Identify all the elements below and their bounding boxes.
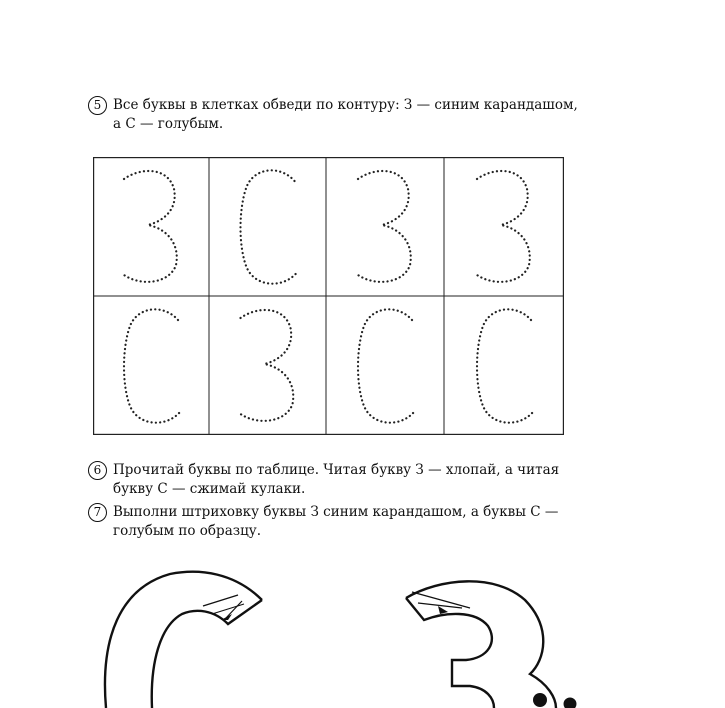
task-5-line-1: Все буквы в клетках обведи по контуру: З — синим карандашом, [113,97,578,113]
dotted-letter-s [326,296,444,435]
task-6-line-2: букву С — сжимай кулаки. [113,481,306,497]
outline-letter-s [105,572,262,708]
tracing-grid [93,157,564,435]
task-5-line-2: а С — голубым. [113,116,224,132]
dotted-letter-s [444,296,564,435]
task-6-line-1: Прочитай буквы по таблице. Читая букву З — хлопай, а читая [113,462,560,478]
task-7-line-1: Выполни штриховку буквы З синим карандашом, а буквы С — [113,504,559,520]
dotted-letter-s [209,157,326,296]
task-number-5: 5 [88,96,107,115]
dot-2 [564,698,577,708]
dotted-letter-s [93,296,209,435]
outline-letter-z [406,581,556,708]
task-number-7: 7 [88,503,107,522]
dotted-letter-z [209,296,326,435]
dotted-letter-z [326,157,444,296]
task-7-line-2: голубым по образцу. [113,523,262,539]
task-number-6: 6 [88,461,107,480]
dotted-letter-z [93,157,209,296]
outline-letters [0,548,725,708]
dot-1 [533,693,547,707]
dotted-letter-z [444,157,564,296]
